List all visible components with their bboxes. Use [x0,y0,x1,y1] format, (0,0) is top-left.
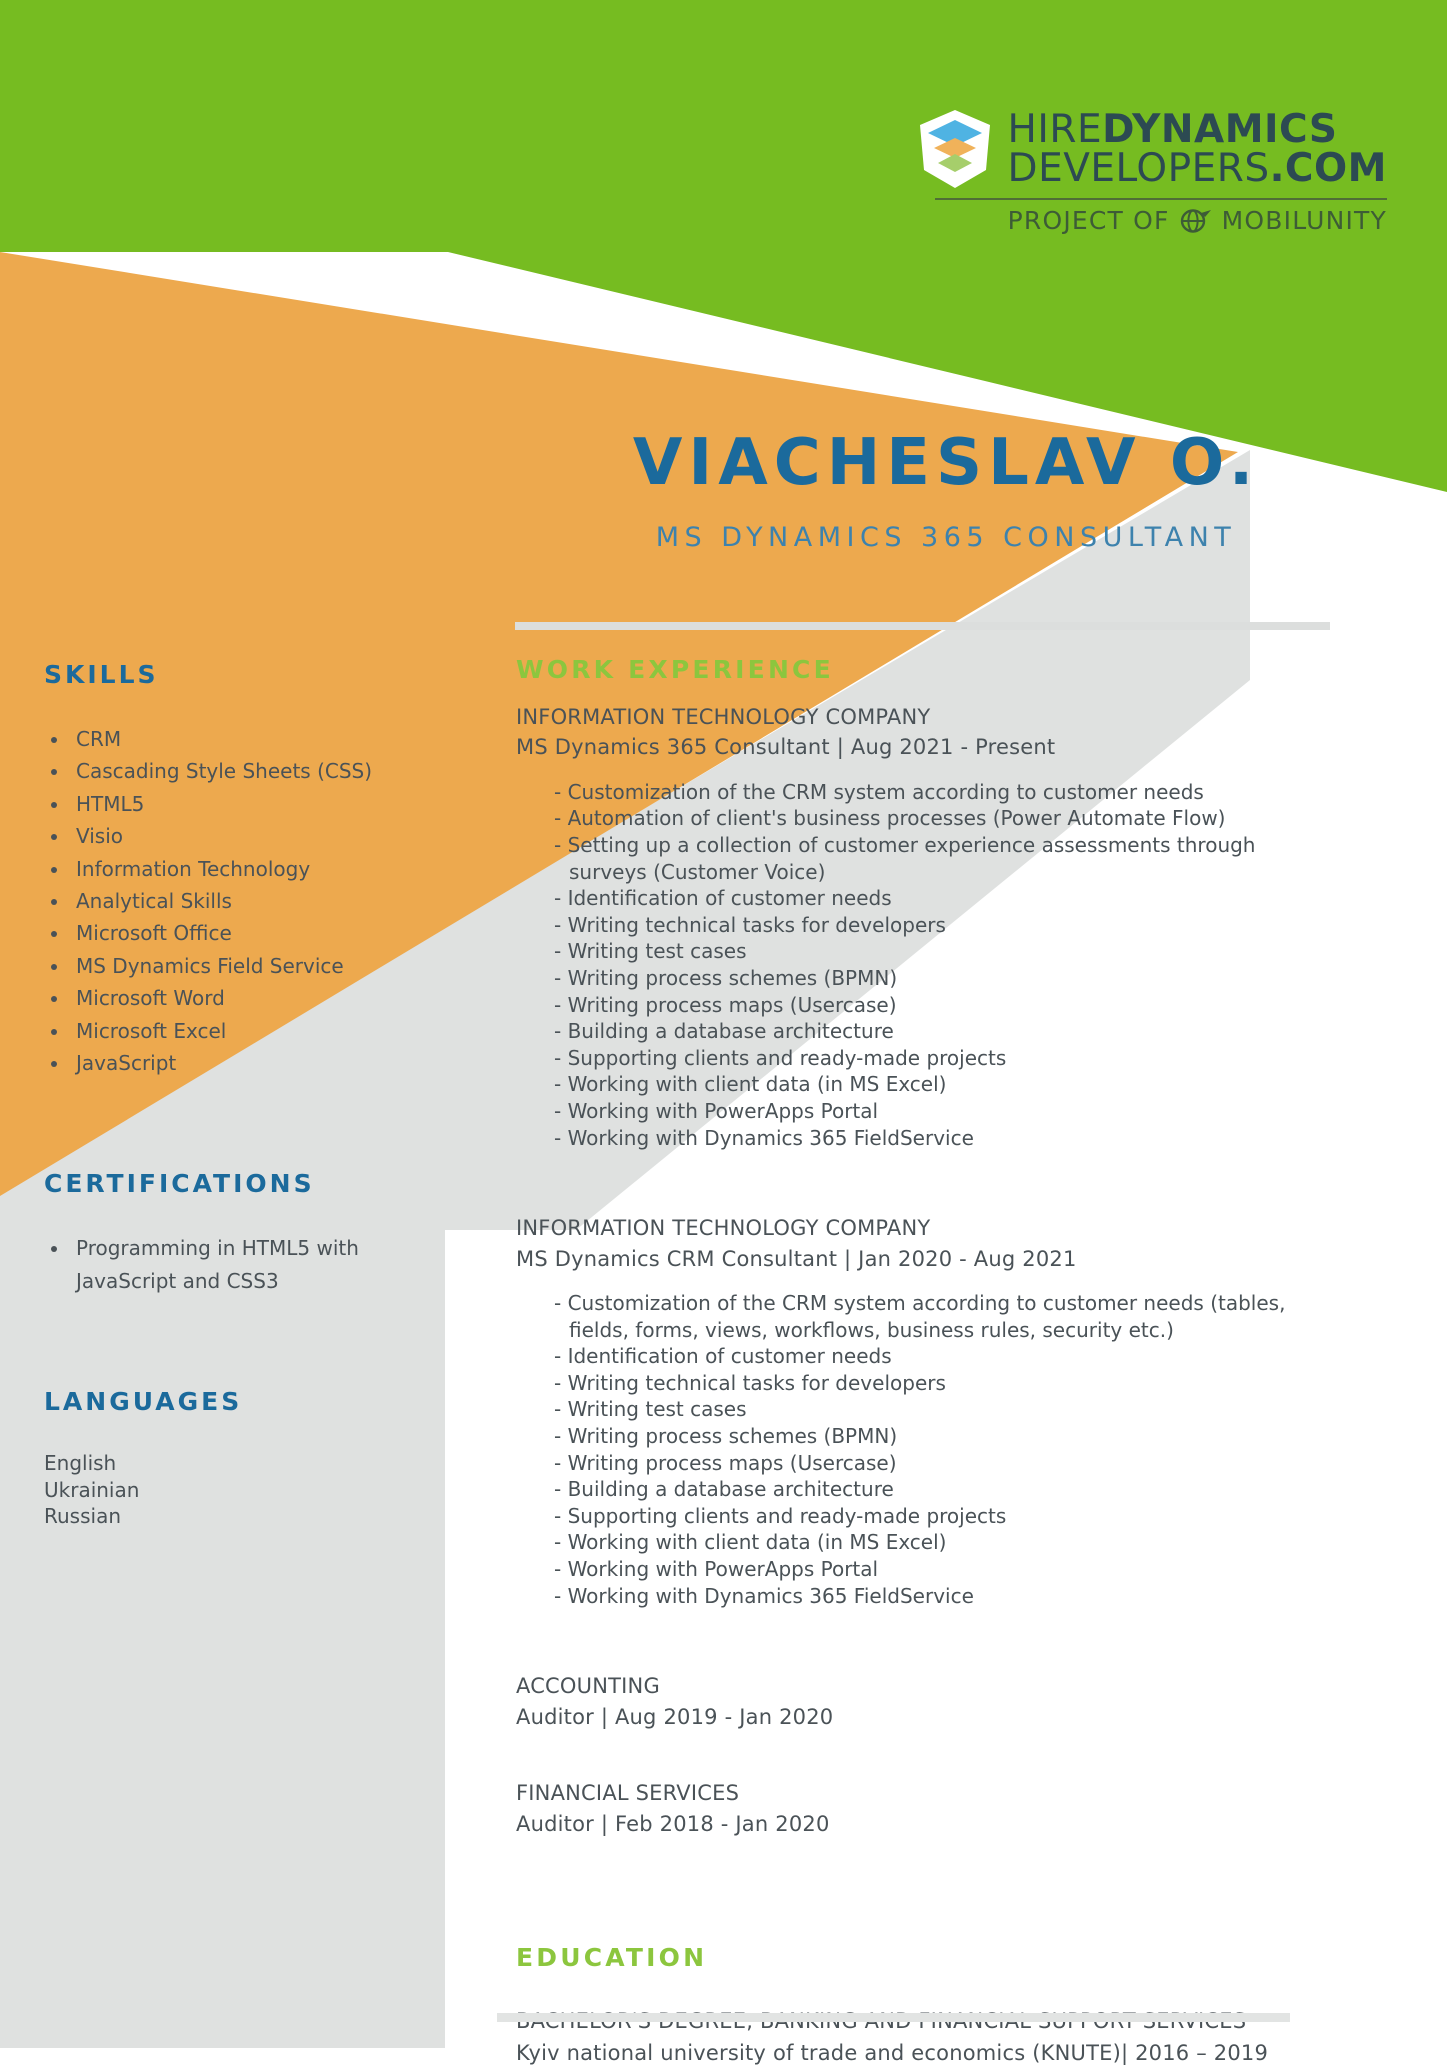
skill-item: • Information Technology [70,853,401,885]
certifications-section [44,1169,401,1297]
job-company: INFORMATION TECHNOLOGY COMPANY [516,1216,931,1241]
job-duty-item: - Identification of customer needs [554,886,892,911]
job-role: MS Dynamics 365 Consultant | Aug 2021 - Present [516,735,1056,760]
cube-layers-logo-icon [916,108,994,190]
job-company: INFORMATION TECHNOLOGY COMPANY [516,705,931,729]
job-role: Auditor | Feb 2018 - Jan 2020 [516,1811,830,1836]
skills-list [44,723,401,1079]
section-spacer [516,1738,1336,1778]
skill-item: • JavaScript [70,1047,401,1079]
sidebar [0,660,445,1620]
education-section [516,1943,1336,2070]
logo-tagline-prefix: PROJECT OF [1007,206,1170,235]
work-experience-heading: WORK EXPERIENCE [516,655,834,684]
job-role: MS Dynamics CRM Consultant | Jan 2020 - Aug 2021 [516,1246,1077,1271]
job-duty-item: - Identification of customer needs [554,1344,892,1369]
job-duty-item: - Supporting clients and ready-made projects [554,1045,1007,1070]
logo-wordmark [1007,107,1387,191]
languages-list [44,1450,401,1530]
education-school: Kyiv national university of trade and economics (KNUTE)| 2016 – 2019 [516,2040,1269,2065]
job-duty-item: - Writing technical tasks for developers [554,912,946,937]
job-role: Auditor | Aug 2019 - Jan 2020 [516,1704,834,1729]
certifications-heading: CERTIFICATIONS [44,1169,315,1199]
certification-item: • Programming in HTML5 with JavaScript and CSS3 [70,1232,401,1297]
job-company: ACCOUNTING [516,1674,660,1699]
skill-item: • MS Dynamics Field Service [70,950,401,982]
job-duty-item: - Customization of the CRM system according to customer needs (tables, fields, forms, views, workflows, business rules, security etc.) [554,1291,1286,1342]
work-experience-list [516,702,1336,1885]
job-duty-item: - Supporting clients and ready-made projects [554,1503,1007,1528]
logo-dotcom-text: .COM [1269,146,1387,191]
job-duty-item: - Writing process schemes (BPMN) [554,1424,898,1449]
company-logo [916,108,1387,235]
section-spacer [516,1615,1336,1671]
job-entry [516,702,1336,1151]
logo-tagline-row [935,198,1387,235]
skill-item: • Visio [70,820,401,852]
header-divider [515,622,1330,630]
skills-heading: SKILLS [44,660,159,689]
language-item: Ukrainian [44,1477,140,1502]
logo-tagline-brand: MOBILUNITY [1221,206,1387,235]
certifications-list [44,1232,401,1297]
section-spacer [516,1845,1336,1885]
language-item: Russian [44,1504,122,1529]
logo-line-2 [1007,146,1387,191]
job-duty-item: - Working with PowerApps Portal [554,1099,879,1123]
job-duty-item: - Working with client data (in MS Excel) [554,1530,947,1555]
skill-item: • Cascading Style Sheets (CSS) [70,755,401,787]
job-duty-item: - Customization of the CRM system according to customer needs [554,779,1204,804]
skill-item: • CRM [70,723,401,755]
job-duty-item: - Writing process maps (Usercase) [554,1450,897,1475]
skills-section [44,660,401,1079]
job-duty-item: - Writing technical tasks for developers [554,1370,946,1395]
language-item: English [44,1451,117,1476]
resume-header [445,426,1447,554]
skill-item: • Microsoft Office [70,917,401,949]
job-company: FINANCIAL SERVICES [516,1781,740,1806]
job-duties-list [516,1290,1336,1609]
logo-developers-text: DEVELOPERS [1007,146,1270,191]
job-duty-item: - Building a database architecture [554,1477,894,1502]
job-duty-item: - Writing process maps (Usercase) [554,992,897,1017]
logo-main-row [916,108,1387,190]
main-content [516,655,1336,2070]
skill-item: • Microsoft Excel [70,1015,401,1047]
job-duty-item: - Working with Dynamics 365 FieldService [554,1125,974,1150]
job-duty-item: - Setting up a collection of customer experience assessments through surveys (Customer Voice) [554,833,1256,884]
page-title: VIACHESLAV O. [632,426,1260,500]
job-duty-item: - Automation of client's business processes (Power Automate Flow) [554,806,1226,831]
skill-item: • Microsoft Word [70,982,401,1014]
job-duties-list [516,779,1336,1151]
skill-item: • Analytical Skills [70,885,401,917]
job-duty-item: - Writing test cases [554,1397,747,1422]
job-entry [516,1778,1336,1839]
job-duty-item: - Working with PowerApps Portal [554,1557,879,1581]
job-duty-item: - Writing process schemes (BPMN) [554,966,898,991]
languages-heading: LANGUAGES [44,1387,243,1417]
logo-line-1 [1007,107,1387,152]
job-duty-item: - Working with Dynamics 365 FieldService [554,1583,974,1608]
job-duty-item: - Writing test cases [554,939,747,964]
logo-hire-text: HIRE [1007,107,1103,152]
job-entry [516,1671,1336,1732]
languages-section [44,1387,401,1530]
logo-dynamics-text: DYNAMICS [1102,107,1338,152]
skill-item: • HTML5 [70,788,401,820]
section-spacer [516,1157,1336,1213]
job-duty-item: - Building a database architecture [554,1019,894,1044]
globe-icon [1180,208,1212,234]
job-duty-item: - Working with client data (in MS Excel) [554,1072,947,1097]
footer-divider [497,2013,1290,2022]
job-title-subtitle: MS DYNAMICS 365 CONSULTANT [655,522,1237,554]
education-heading: EDUCATION [516,1942,708,1972]
job-entry [516,1213,1336,1609]
